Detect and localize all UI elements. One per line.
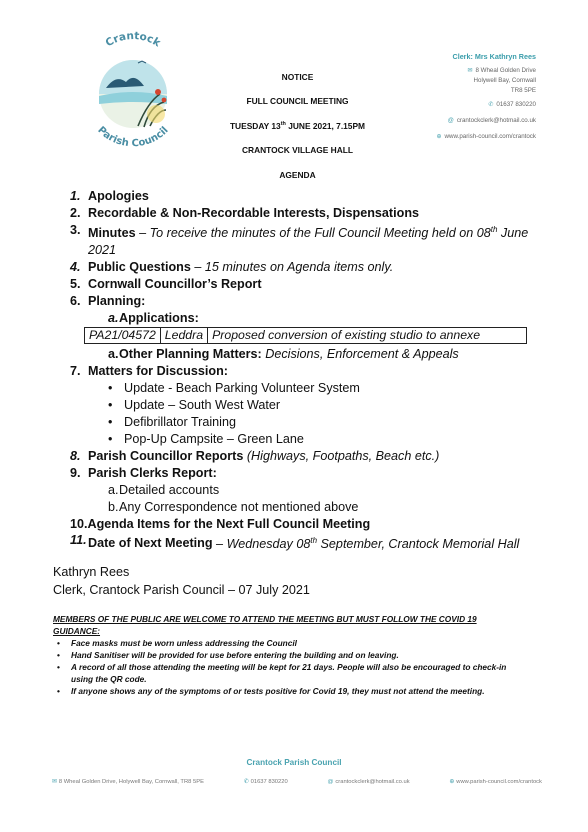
svg-text:Crantock (104, 30, 164, 50)
agenda-heading: AGENDA (279, 169, 316, 180)
website[interactable]: ⊕ www.parish-council.com/crantock (436, 132, 536, 140)
phone-icon: ✆ (243, 779, 249, 785)
agenda-item-10: 10.Agenda Items for the Next Full Council Meeting (70, 516, 371, 531)
application-ref: PA21/04572 (85, 328, 161, 344)
agenda-item-9a: a. Detailed accounts (108, 482, 220, 497)
footer-phone: ✆ 01637 830220 (243, 779, 288, 785)
agenda-list (60, 188, 540, 553)
logo-top-text: Crantock (103, 30, 163, 50)
mail-icon: ✉ (467, 67, 473, 74)
agenda-item-9b: b. Any Correspondence not mentioned above (108, 499, 359, 514)
agenda-item-9: 9. Parish Clerks Report: (70, 465, 217, 480)
list-item: • Update – South West Water (108, 398, 281, 413)
notice-title: NOTICE (281, 72, 314, 82)
meeting-type: FULL COUNCIL MEETING (246, 96, 349, 107)
logo-bottom-text: Parish Council (95, 124, 171, 150)
signature-block (53, 563, 310, 599)
agenda-item-6a: a. Applications: (108, 310, 199, 325)
agenda-item-5: 5. Cornwall Councillor’s Report (70, 276, 262, 291)
globe-icon: ⊕ (436, 133, 442, 140)
mail-icon: ✉ (52, 779, 57, 785)
notice-header (170, 72, 425, 194)
agenda-item-4: 4. Public Questions – 15 minutes on Agenda items only. (70, 259, 394, 274)
clerk-signature-role: Clerk, Crantock Parish Council – 07 July 2021 (53, 583, 310, 597)
application-desc: Proposed conversion of existing studio to annexe (208, 328, 527, 344)
agenda-item-7: 7. Matters for Discussion: (70, 364, 228, 379)
list-item: • Defibrillator Training (108, 415, 236, 430)
application-name: Leddra (160, 328, 207, 344)
address-line-2: Holywell Bay, Cornwall (473, 77, 536, 85)
agenda-item-6: 6. Planning: (70, 293, 146, 308)
agenda-item-3: 3. Minutes – To receive the minutes of the Full Council Meeting held on 08th June 2021 (70, 222, 529, 257)
phone-icon: ✆ (488, 102, 494, 109)
clerk-signature-name: Kathryn Rees (53, 565, 130, 579)
svg-text:Parish Council (95, 125, 170, 150)
clerk-contact (437, 52, 537, 142)
list-item: • If anyone shows any of the symptoms of or tests positive for Covid 19, they must not attend the meeting. (57, 686, 485, 696)
agenda-item-11: 11. Date of Next Meeting – Wednesday 08th September, Crantock Memorial Hall (70, 533, 520, 551)
agenda-item-8: 8. Parish Councillor Reports (Highways, Footpaths, Beach etc.) (70, 448, 440, 463)
covid-guidance (53, 613, 523, 697)
covid-list (53, 637, 523, 697)
footer-email[interactable]: @ crantockclerk@hotmail.co.uk (327, 779, 410, 785)
at-icon: @ (327, 779, 334, 785)
address-line-1: ✉ 8 Wheal Golden Drive (467, 66, 536, 74)
list-item: • Face masks must be worn unless addressing the Council (57, 638, 297, 648)
clerk-name: Clerk: Mrs Kathryn Rees (452, 52, 536, 61)
at-icon: @ (447, 117, 454, 124)
agenda-item-1: 1. Apologies (70, 189, 149, 203)
meeting-venue: CRANTOCK VILLAGE HALL (241, 145, 354, 156)
planning-applications-table (84, 327, 527, 344)
list-item: • Update - Beach Parking Volunteer System (108, 381, 360, 396)
footer-website[interactable]: ⊕ www.parish-council.com/crantock (449, 779, 542, 785)
globe-icon: ⊕ (449, 779, 455, 785)
list-item: • A record of all those attending the meeting will be kept for 21 days. People will also be encouraged to check-in using the QR code. (57, 662, 507, 684)
agenda-item-2: 2. Recordable & Non-Recordable Interests, Dispensations (70, 205, 420, 220)
email[interactable]: @ crantockclerk@hotmail.co.uk (447, 116, 536, 124)
list-item: • Hand Sanitiser will be provided for use before entering the building and on leaving. (57, 650, 399, 660)
phone: ✆ 01637 830220 (488, 101, 536, 109)
list-item: • Pop-Up Campsite – Green Lane (108, 431, 304, 446)
footer-address: ✉ 8 Wheal Golden Drive, Holywell Bay, Cornwall, TR8 5PE (52, 779, 204, 785)
covid-heading: MEMBERS OF THE PUBLIC ARE WELCOME TO ATTEND THE MEETING BUT MUST FOLLOW THE COVID 19 GUIDANCE: (53, 614, 477, 636)
agenda-item-6b: a. Other Planning Matters: Decisions, Enforcement & Appeals (108, 347, 459, 362)
footer-contact (52, 779, 542, 785)
table-row (85, 328, 527, 344)
meeting-date: TUESDAY 13th JUNE 2021, 7.15PM (229, 120, 366, 131)
footer-title: Crantock Parish Council (246, 758, 342, 767)
address-line-3: TR8 5PE (510, 86, 536, 94)
